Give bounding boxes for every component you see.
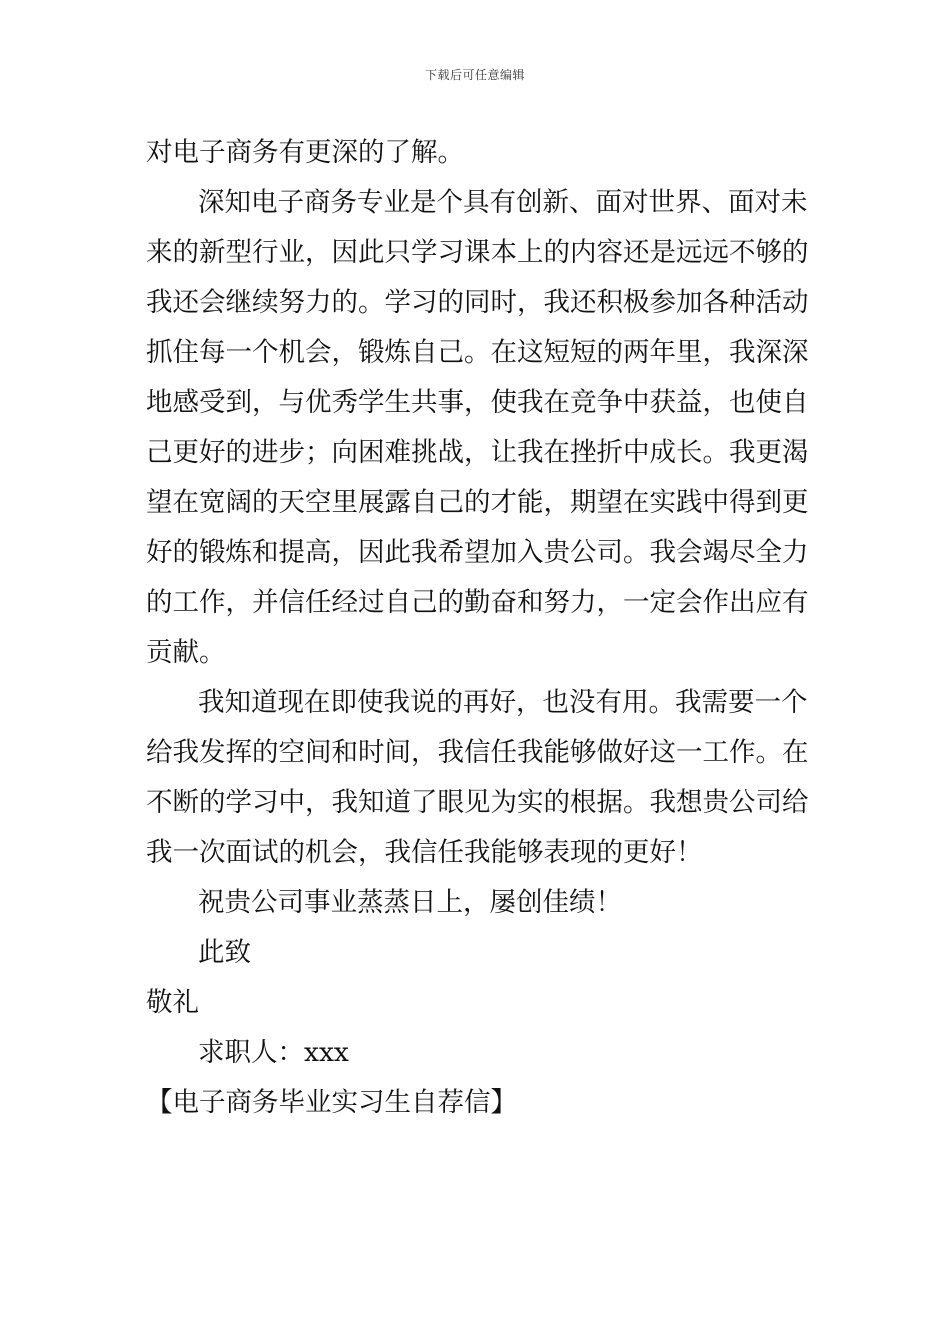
paragraph-line: 不断的学习中，我知道了眼见为实的根据。我想贵公司给 — [146, 787, 809, 818]
wish-line: 祝贵公司事业蒸蒸日上，屡创佳绩！ — [198, 887, 622, 918]
paragraph-line: 贡献。 — [146, 637, 226, 668]
paragraph-line: 我还会继续努力的。学习的同时，我还积极参加各种活动 — [146, 287, 809, 318]
closing-line: 此致 — [198, 937, 251, 968]
paragraph-line: 的工作，并信任经过自己的勤奋和努力，一定会作出应有 — [146, 587, 809, 618]
paragraph-line: 抓住每一个机会，锻炼自己。在这短短的两年里，我深深 — [146, 337, 809, 368]
paragraph-line: 对电子商务有更深的了解。 — [146, 137, 464, 168]
salute-line: 敬礼 — [146, 987, 199, 1018]
paragraph-line: 地感受到，与优秀学生共事，使我在竞争中获益，也使自 — [146, 387, 809, 418]
paragraph-line: 我知道现在即使我说的再好，也没有用。我需要一个 — [198, 687, 808, 718]
document-title-footer: 【电子商务毕业实习生自荐信】 — [146, 1087, 517, 1118]
signature-line: 求职人：xxx — [198, 1037, 349, 1068]
page-header-note: 下载后可任意编辑 — [424, 68, 525, 82]
paragraph-line: 深知电子商务专业是个具有创新、面对世界、面对未 — [198, 187, 808, 218]
paragraph-line: 己更好的进步；向困难挑战，让我在挫折中成长。我更渴 — [146, 437, 809, 468]
paragraph-line: 来的新型行业，因此只学习课本上的内容还是远远不够的 — [146, 237, 809, 268]
paragraph-line: 给我发挥的空间和时间，我信任我能够做好这一工作。在 — [146, 737, 809, 768]
paragraph-line: 望在宽阔的天空里展露自己的才能，期望在实践中得到更 — [146, 487, 809, 518]
letter-body — [146, 128, 808, 1128]
paragraph-line: 好的锻炼和提高，因此我希望加入贵公司。我会竭尽全力 — [146, 537, 809, 568]
paragraph-line: 我一次面试的机会，我信任我能够表现的更好！ — [146, 837, 703, 868]
